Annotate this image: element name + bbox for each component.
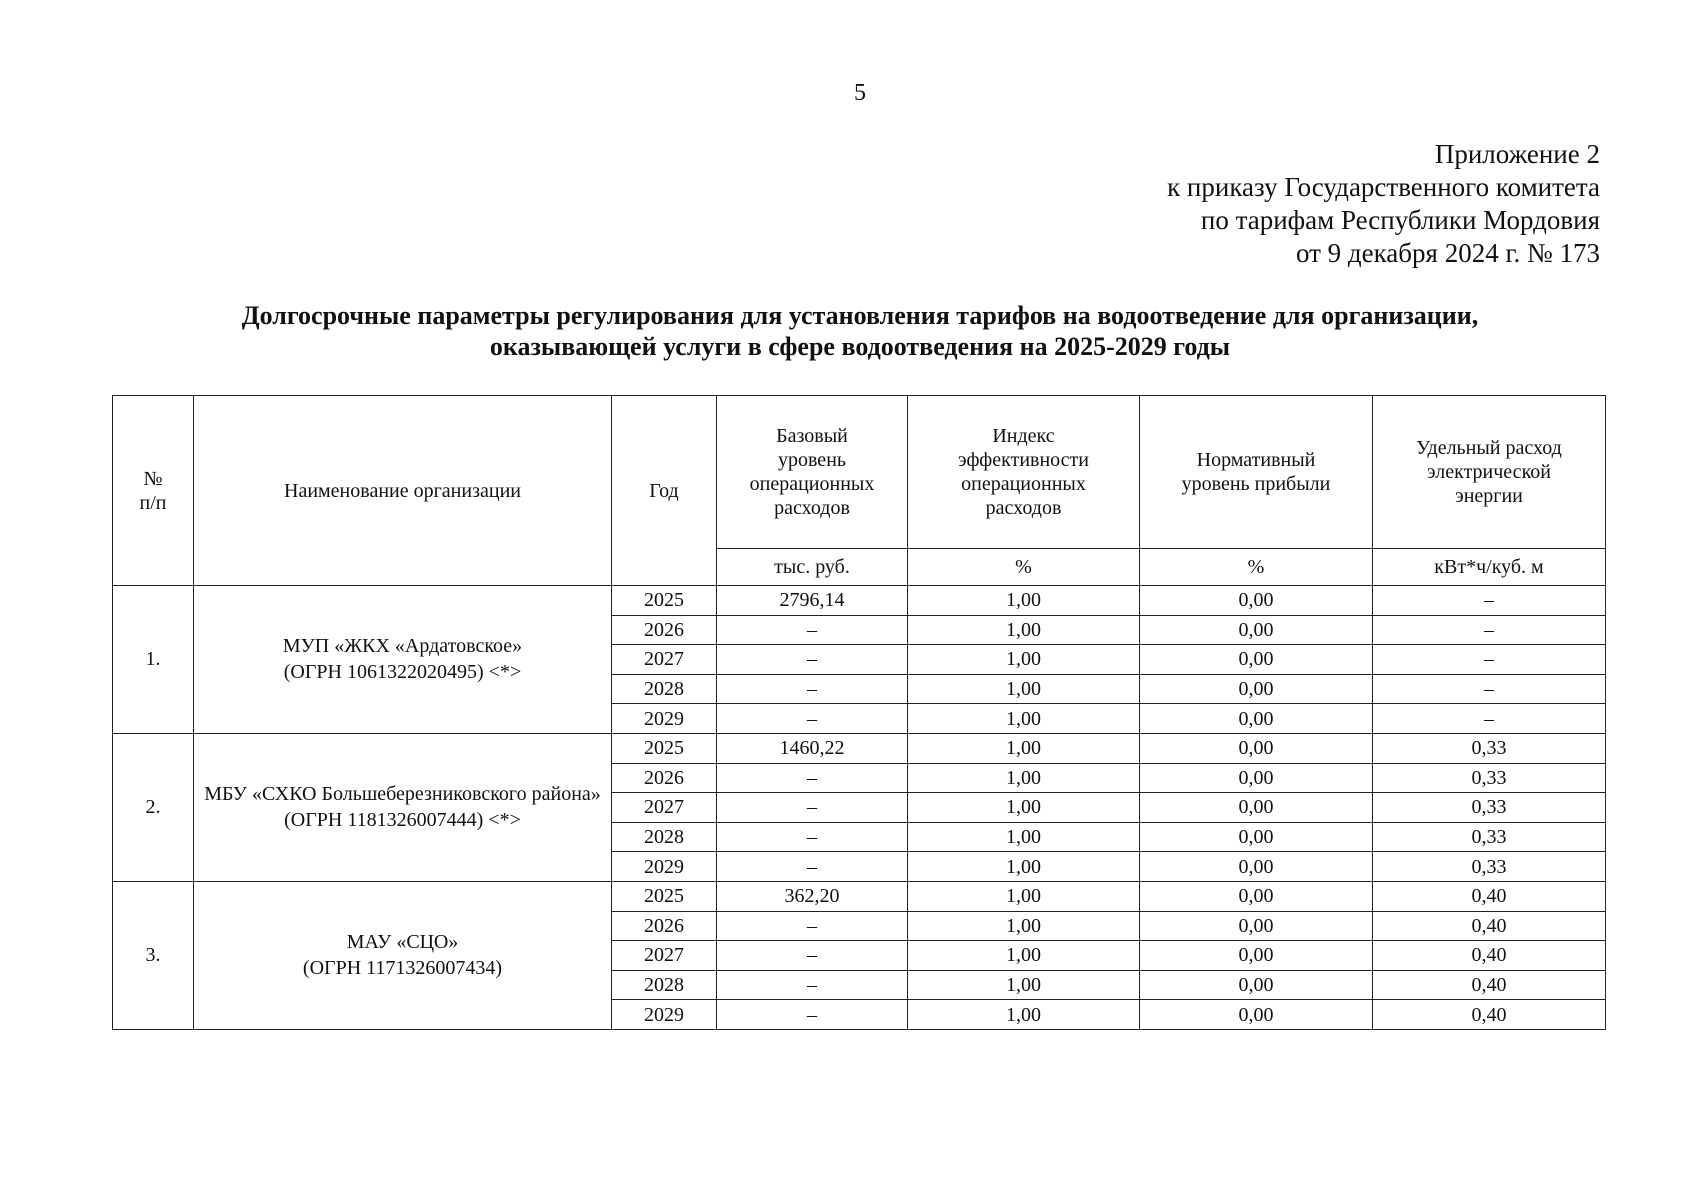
cell-year: 2029 [612,852,717,882]
cell-year: 2026 [612,763,717,793]
cell-profit: 0,00 [1140,970,1373,1000]
unit-base: тыс. руб. [717,549,908,586]
cell-energy: 0,40 [1373,941,1606,971]
cell-energy: 0,33 [1373,763,1606,793]
appendix-line: к приказу Государственного комитета [1167,172,1600,202]
cell-year: 2025 [612,733,717,763]
cell-profit: 0,00 [1140,793,1373,823]
cell-year: 2026 [612,615,717,645]
table-row [113,881,1606,911]
cell-year: 2029 [612,1000,717,1030]
cell-energy: – [1373,645,1606,675]
cell-index: 1,00 [908,763,1140,793]
org-name-text: МБУ «СХКО Большеберезниковского района» (ОГРН 1181326007444) <*> [204,783,601,832]
cell-index: 1,00 [908,1000,1140,1030]
header-org: Наименование организации [194,396,612,586]
header-year: Год [612,396,717,586]
cell-index: 1,00 [908,822,1140,852]
header-base-opex: Базовый уровень операционных расходов [717,396,908,549]
cell-year: 2028 [612,970,717,1000]
cell-base: 362,20 [717,881,908,911]
cell-profit: 0,00 [1140,645,1373,675]
org-name [194,733,612,881]
unit-index: % [908,549,1140,586]
cell-profit: 0,00 [1140,1000,1373,1030]
appendix-line: от 9 декабря 2024 г. № 173 [1295,238,1600,268]
cell-base: – [717,793,908,823]
cell-energy: – [1373,586,1606,616]
cell-year: 2027 [612,793,717,823]
page-number: 5 [854,80,866,106]
org-number: 2. [113,733,194,881]
org-name [194,881,612,1029]
cell-energy: 0,33 [1373,793,1606,823]
cell-year: 2025 [612,586,717,616]
tariff-parameters-table [112,395,1606,1030]
cell-year: 2026 [612,911,717,941]
table-header-row [113,396,1606,549]
appendix-line: Приложение 2 [1434,139,1600,169]
org-name [194,586,612,734]
org-number: 3. [113,881,194,1029]
document-title [110,300,1610,362]
cell-year: 2028 [612,674,717,704]
cell-energy: 0,33 [1373,822,1606,852]
cell-base: – [717,1000,908,1030]
cell-energy: 0,40 [1373,970,1606,1000]
cell-profit: 0,00 [1140,852,1373,882]
cell-index: 1,00 [908,881,1140,911]
cell-energy: – [1373,674,1606,704]
appendix-line: по тарифам Республики Мордовия [1200,205,1600,235]
cell-index: 1,00 [908,733,1140,763]
cell-energy: – [1373,704,1606,734]
unit-profit: % [1140,549,1373,586]
cell-index: 1,00 [908,674,1140,704]
unit-energy: кВт*ч/куб. м [1373,549,1606,586]
cell-base: – [717,674,908,704]
cell-year: 2027 [612,941,717,971]
cell-profit: 0,00 [1140,674,1373,704]
org-number: 1. [113,586,194,734]
cell-energy: – [1373,615,1606,645]
header-energy-consumption: Удельный расход электрической энергии [1373,396,1606,549]
cell-energy: 0,33 [1373,733,1606,763]
title-line: Долгосрочные параметры регулирования для установления тарифов на водоотведение для организации, [241,301,1479,330]
cell-year: 2025 [612,881,717,911]
cell-energy: 0,33 [1373,852,1606,882]
header-profit-level: Нормативный уровень прибыли [1140,396,1373,549]
cell-index: 1,00 [908,704,1140,734]
cell-profit: 0,00 [1140,941,1373,971]
cell-base: – [717,970,908,1000]
table-row [113,586,1606,616]
cell-profit: 0,00 [1140,822,1373,852]
cell-base: 1460,22 [717,733,908,763]
cell-profit: 0,00 [1140,763,1373,793]
cell-profit: 0,00 [1140,615,1373,645]
table-row [113,733,1606,763]
cell-energy: 0,40 [1373,881,1606,911]
cell-index: 1,00 [908,586,1140,616]
org-name-text: МАУ «СЦО» (ОГРН 1171326007434) [302,931,503,980]
title-line: оказывающей услуги в сфере водоотведения на 2025-2029 годы [489,332,1231,361]
header-efficiency-index: Индекс эффективности операционных расходов [908,396,1140,549]
cell-base: – [717,615,908,645]
cell-base: – [717,763,908,793]
header-num: № п/п [113,396,194,586]
cell-year: 2028 [612,822,717,852]
cell-year: 2029 [612,704,717,734]
org-name-text: МУП «ЖКХ «Ардатовское» (ОГРН 1061322020495) <*> [282,635,523,684]
cell-base: – [717,911,908,941]
cell-index: 1,00 [908,852,1140,882]
cell-index: 1,00 [908,911,1140,941]
cell-profit: 0,00 [1140,586,1373,616]
cell-base: – [717,852,908,882]
cell-index: 1,00 [908,645,1140,675]
table-body [113,586,1606,1030]
cell-profit: 0,00 [1140,911,1373,941]
cell-profit: 0,00 [1140,733,1373,763]
cell-base: – [717,704,908,734]
cell-base: – [717,941,908,971]
cell-profit: 0,00 [1140,704,1373,734]
cell-index: 1,00 [908,941,1140,971]
cell-base: 2796,14 [717,586,908,616]
cell-base: – [717,645,908,675]
cell-year: 2027 [612,645,717,675]
cell-index: 1,00 [908,615,1140,645]
cell-index: 1,00 [908,793,1140,823]
cell-energy: 0,40 [1373,1000,1606,1030]
cell-energy: 0,40 [1373,911,1606,941]
cell-profit: 0,00 [1140,881,1373,911]
appendix-block [1167,138,1600,270]
cell-index: 1,00 [908,970,1140,1000]
cell-base: – [717,822,908,852]
